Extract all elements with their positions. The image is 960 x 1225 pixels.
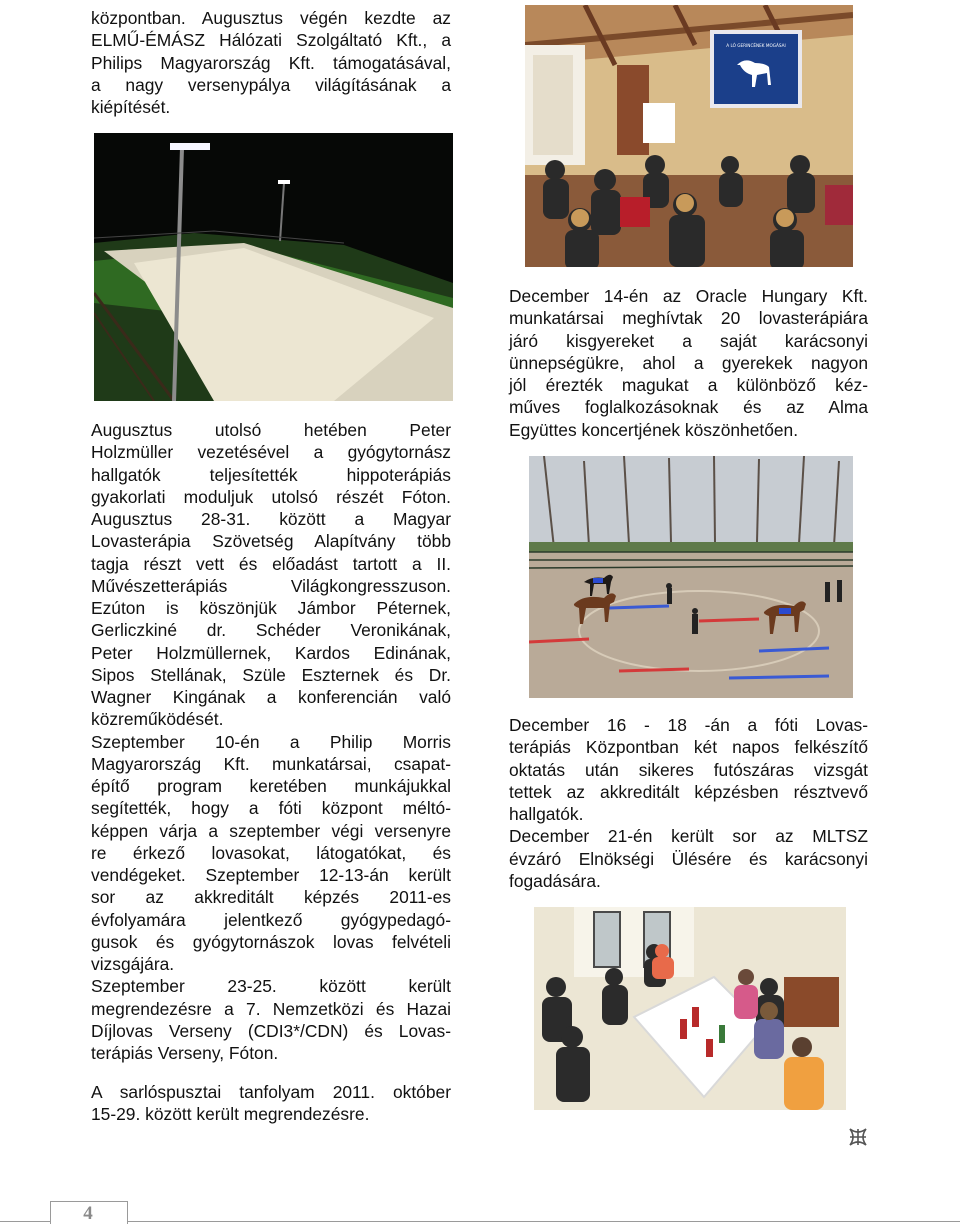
intro-paragraph (91, 7, 451, 118)
text-line: Magyarország Kft. munkatársai, csapat- (91, 753, 451, 774)
text-line: gusok és gyógytornászok lovas felvételi (91, 931, 451, 952)
text-line: 15-29. között került megrendezésre. (91, 1104, 370, 1125)
text-line: Szeptember 10-én a Philip Morris (91, 731, 451, 752)
text-line: Sipos Stellának, Szüle Eszternek és Dr. (91, 664, 451, 685)
text-line: hallgatók teljesítették hippoterápiás (91, 464, 451, 485)
text-line: Lovasterápia Szövetség Alapítvány több (91, 531, 451, 552)
text-line: Szeptember 23-25. között került (91, 976, 451, 997)
text-line: hallgatók. (509, 804, 584, 824)
text-line: terápiás Verseny, Fóton. (91, 1043, 279, 1063)
dec14-paragraph (509, 285, 868, 441)
decorative-ornament-icon (846, 1125, 870, 1149)
text-line: évfolyamára jelentkező gyógypedagó- (91, 909, 451, 930)
text-line: gyakorlati moduljuk utolsó részét Fóton. (91, 486, 451, 507)
page-number: 4 (83, 1203, 93, 1224)
text-line: re érkező lovasokat, látogatókat, és (91, 842, 451, 863)
text-line: Művészetterápiás Világkongresszuson. (91, 575, 451, 596)
text-line: tagja részt vett és előadást tartott a II. (91, 553, 451, 574)
text-line: műves foglalkozásoknak és az Alma (509, 397, 868, 418)
text-line: segítették, hogy a fóti központ méltó- (91, 798, 451, 819)
text-line: oktatás után sikeres futószáras vizsgát (509, 759, 868, 780)
text-line: évzáró Elnökségi Ülésére és karácsonyi (509, 848, 868, 869)
text-line: Holzmüller vezetésével a gyógytornász (91, 442, 451, 463)
text-line: tettek az akkreditált képzésben résztvevő (509, 781, 868, 802)
text-line: Philips Magyarország Kft. támogatásával, (91, 52, 451, 73)
text-line: Augusztus utolsó hetében Peter (91, 420, 451, 440)
text-line: munkatársai meghívtak 20 lovasterápiára (509, 308, 868, 329)
text-line: December 21-én került sor az MLTSZ (509, 826, 868, 847)
footer-rule (0, 1221, 960, 1222)
text-line: Gerliczkiné dr. Schéder Veronikának, (91, 620, 451, 641)
text-line: Peter Holzmüllernek, Kardos Edinának, (91, 642, 451, 663)
text-line: sor az akkreditált képzés 2011-es (91, 887, 451, 908)
text-line: megrendezésre a 7. Nemzetközi és Hazai (91, 998, 451, 1019)
lecture-photo (525, 5, 853, 267)
text-line: Ezúton is köszönjük Jámbor Péternek, (91, 598, 451, 618)
text-line: építő program keretében munkájukkal (91, 776, 451, 796)
text-line: jól érezték magukat a különböző kéz- (509, 375, 868, 395)
dec16-paragraph (509, 714, 868, 892)
arena-lighting-photo (94, 133, 453, 401)
text-line: Wagner Kingának a konferencián való (91, 687, 451, 707)
text-line: terápiás Központban két napos felkészítő (509, 737, 868, 758)
text-line: fogadására. (509, 870, 601, 891)
meeting-photo (534, 907, 846, 1110)
text-line: képpen várja a szeptember végi versenyre (91, 820, 451, 841)
text-line: a nagy versenypálya világításának a (91, 74, 451, 95)
text-line: ünnepségükre, ahol a gyerekek nagyon (509, 352, 868, 373)
text-line: központban. Augusztus végén kezdte az (91, 8, 451, 28)
slide-title: A LÓ GERINCÉNEK MOGÁSAI (726, 43, 786, 48)
text-line: Augusztus 28-31. között a Magyar (91, 509, 451, 529)
horses-arena-photo (529, 456, 853, 698)
course-paragraph (91, 1081, 451, 1126)
text-line: járó kisgyereket a saját karácsonyi (509, 330, 868, 351)
text-line: ELMŰ-ÉMÁSZ Hálózati Szolgáltató Kft., a (91, 30, 451, 51)
text-line: A sarlóspusztai tanfolyam 2011. október (91, 1082, 451, 1102)
text-line: Díjlovas Verseny (CDI3*/CDN) és Lovas- (91, 1020, 451, 1041)
text-line: kiépítését. (91, 97, 171, 117)
main-paragraph (91, 419, 451, 1064)
text-line: közreműködését. (91, 709, 224, 730)
text-line: vendégeket. Szeptember 12-13-án került (91, 865, 451, 885)
text-line: Együttes koncertjének köszönhetően. (509, 419, 799, 440)
text-line: December 14-én az Oracle Hungary Kft. (509, 286, 868, 306)
text-line: December 16 - 18 -án a fóti Lovas- (509, 715, 868, 735)
text-line: vizsgájára. (91, 954, 175, 974)
